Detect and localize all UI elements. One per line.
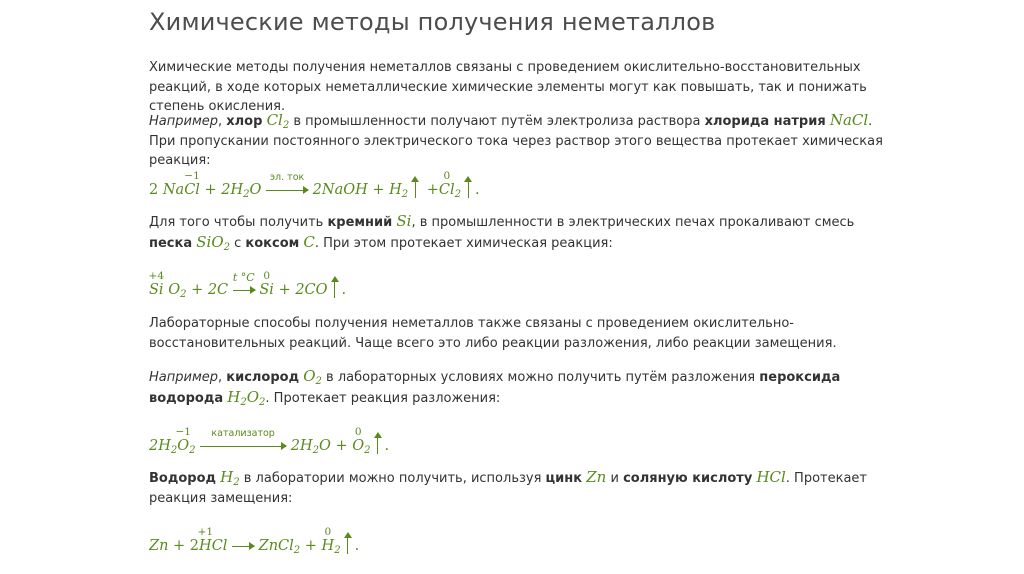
reaction-arrow	[266, 172, 308, 200]
formula-part: Si	[259, 282, 274, 298]
formula-part: 2CO	[295, 282, 328, 298]
oxidation-state: +4	[148, 270, 165, 282]
formula-o2	[303, 367, 322, 385]
arrow-shaft	[266, 190, 308, 191]
formula-sub: 2	[334, 545, 341, 556]
formula-sub: 2	[315, 376, 322, 387]
formula-part: H	[199, 538, 212, 554]
formula-part: 2NaOH	[312, 182, 368, 198]
equation-peroxide	[149, 426, 390, 456]
oxygen-paragraph	[149, 367, 889, 408]
gas-arrow-up-icon	[374, 432, 382, 454]
text: ,	[218, 114, 227, 129]
formula-sub: 2	[223, 241, 230, 253]
formula-nacl: NaCl	[829, 111, 869, 129]
arrow-label: t °C	[232, 271, 255, 284]
term-coke: коксом	[245, 235, 300, 251]
equation-electrolysis	[149, 170, 480, 200]
formula-part: 2C	[207, 282, 229, 298]
formula-sub: 2	[170, 445, 178, 456]
arrow-label: эл. ток	[269, 172, 305, 183]
term-hydrogen: Водород	[149, 471, 217, 486]
period: .	[384, 438, 390, 454]
formula-part: Cl	[266, 111, 283, 129]
formula-sub: 2	[233, 477, 240, 488]
reaction-arrow	[200, 428, 286, 456]
formula-part: 2H	[290, 438, 313, 454]
plus-sign: +	[304, 538, 317, 554]
formula-sub: 2	[189, 445, 196, 456]
formula-part: Cl	[184, 182, 200, 198]
formula-part: 2H	[221, 182, 244, 198]
arrow-shaft	[232, 546, 254, 547]
formula-sub: 2	[312, 445, 319, 456]
oxidation-state: +1	[197, 526, 214, 538]
formula-part: Zn	[149, 538, 169, 554]
period: .	[354, 538, 360, 554]
ox-element	[321, 526, 335, 556]
plus-sign: +	[191, 282, 204, 298]
formula-zn: Zn	[586, 468, 607, 486]
silicon-paragraph	[149, 212, 889, 253]
formula-part: H	[227, 387, 241, 406]
example-prefix: Например	[149, 370, 218, 385]
formula-part: O	[249, 182, 262, 198]
formula-sio2	[196, 233, 230, 251]
gas-arrow-up-icon	[464, 176, 472, 198]
text: . При этом протекает химическая реакция:	[314, 235, 613, 251]
formula-part: ZnCl	[258, 538, 294, 554]
text: и	[606, 471, 624, 486]
text: в промышленности получают путём электролиза раствора	[289, 114, 705, 129]
formula-part: 2H	[149, 438, 171, 454]
term-silicon: кремний	[327, 215, 393, 230]
term-sodium-chloride: хлорида натрия	[704, 114, 826, 129]
term-hydrochloric-acid: соляную кислоту	[623, 471, 753, 486]
formula-c: C	[303, 232, 315, 251]
formula-sub: 2	[364, 445, 371, 456]
gas-arrow-up-icon	[411, 176, 419, 198]
formula-sub: 2	[401, 189, 409, 200]
ox-element	[438, 170, 455, 200]
gas-arrow-up-icon	[344, 532, 352, 554]
formula-sub: 2	[243, 189, 250, 200]
plus-sign: +	[278, 282, 291, 298]
formula-part: O	[168, 282, 181, 298]
lab-paragraph: Лабораторные способы получения неметаллов также связаны с проведением окислительно-восстановительных реакций. Чаще всего это либо реакции разложения, либо реакции замещения.	[149, 316, 837, 351]
oxidation-state: −1	[175, 426, 191, 438]
text: , в промышленности в электрических печах прокаливают смесь	[411, 215, 855, 230]
oxidation-state: 0	[263, 270, 270, 282]
formula-part: Na	[162, 182, 185, 198]
formula-sub: 2	[240, 396, 247, 408]
arrow-label: катализатор	[211, 428, 275, 439]
ox-element	[197, 526, 214, 556]
example-prefix: Например	[149, 114, 218, 129]
formula-hcl: HCl	[756, 468, 786, 486]
term-sand: песка	[149, 235, 193, 251]
formula-cl2	[267, 111, 290, 129]
formula-sub: 2	[259, 396, 266, 408]
formula-sub: 2	[454, 189, 462, 200]
oxidation-state: −1	[184, 170, 200, 182]
arrow-shaft	[233, 290, 255, 291]
plus-sign: +	[204, 182, 217, 198]
formula-part: Cl	[438, 182, 455, 198]
hydrogen-paragraph	[149, 468, 889, 508]
term-hydrogen-peroxide: пероксида водорода	[149, 370, 841, 406]
formula-sub: 2	[293, 545, 301, 556]
plus-sign: +	[335, 438, 348, 454]
intro-paragraph: Химические методы получения неметаллов связаны с проведением окислительно-восстановительных реакций, в ходе которых неметаллические химические элементы могут как повышать, так и понижать степень окисления.	[149, 60, 867, 114]
oxidation-state: 0	[324, 526, 332, 538]
formula-h2o2	[227, 388, 265, 406]
period: .	[475, 182, 480, 198]
text: ,	[218, 370, 227, 385]
text: в лабораторных условиях можно получить путём разложения	[321, 370, 760, 385]
formula-part: O	[318, 438, 331, 454]
formula-h2	[220, 468, 239, 486]
oxidation-state: 0	[443, 170, 451, 182]
plus-sign: +	[426, 182, 439, 198]
text: с	[230, 235, 246, 251]
formula-part: O	[303, 367, 316, 385]
plus-sign: +	[173, 538, 186, 554]
formula-part: H	[220, 468, 234, 486]
text: в лаборатории можно получить, используя	[239, 471, 546, 486]
formula-part: SiO	[196, 232, 224, 251]
term-oxygen: кислород	[226, 370, 300, 385]
formula-part: O	[246, 387, 260, 406]
term-zinc: цинк	[545, 471, 583, 486]
ox-element	[175, 426, 191, 456]
term-chlorine: хлор	[226, 114, 263, 129]
text: . Протекает реакция замещения:	[149, 471, 868, 506]
text: Для того чтобы получить	[149, 215, 328, 230]
plus-sign: +	[372, 182, 385, 198]
page-title: Химические методы получения неметаллов	[149, 8, 716, 36]
formula-part: O	[352, 438, 365, 454]
formula-part: H	[389, 182, 402, 198]
ox-element	[352, 426, 365, 456]
equation-silicon	[148, 270, 347, 300]
oxidation-state: 0	[354, 426, 362, 438]
coefficient: 2	[149, 182, 159, 198]
ox-element	[184, 170, 200, 200]
equation-substitution	[149, 526, 360, 556]
ox-element	[259, 270, 274, 300]
reaction-arrow	[232, 536, 254, 556]
formula-si: Si	[396, 212, 412, 230]
formula-sub: 2	[282, 120, 290, 131]
formula-part: H	[321, 538, 335, 554]
ox-element	[148, 270, 165, 300]
formula-sub: 2	[180, 289, 187, 300]
chlorine-paragraph	[149, 111, 889, 171]
text: . Протекает реакция разложения:	[265, 390, 501, 406]
reaction-arrow	[232, 271, 255, 300]
coefficient: 2	[189, 538, 200, 554]
gas-arrow-up-icon	[331, 276, 339, 298]
arrow-shaft	[200, 446, 286, 447]
text: . При пропускании постоянного электрического тока через раствор этого вещества протекает химическая реакция:	[149, 114, 883, 168]
formula-part: O	[177, 438, 190, 454]
formula-part: Si	[149, 282, 164, 298]
period: .	[341, 282, 347, 298]
formula-part: Cl	[211, 538, 228, 554]
